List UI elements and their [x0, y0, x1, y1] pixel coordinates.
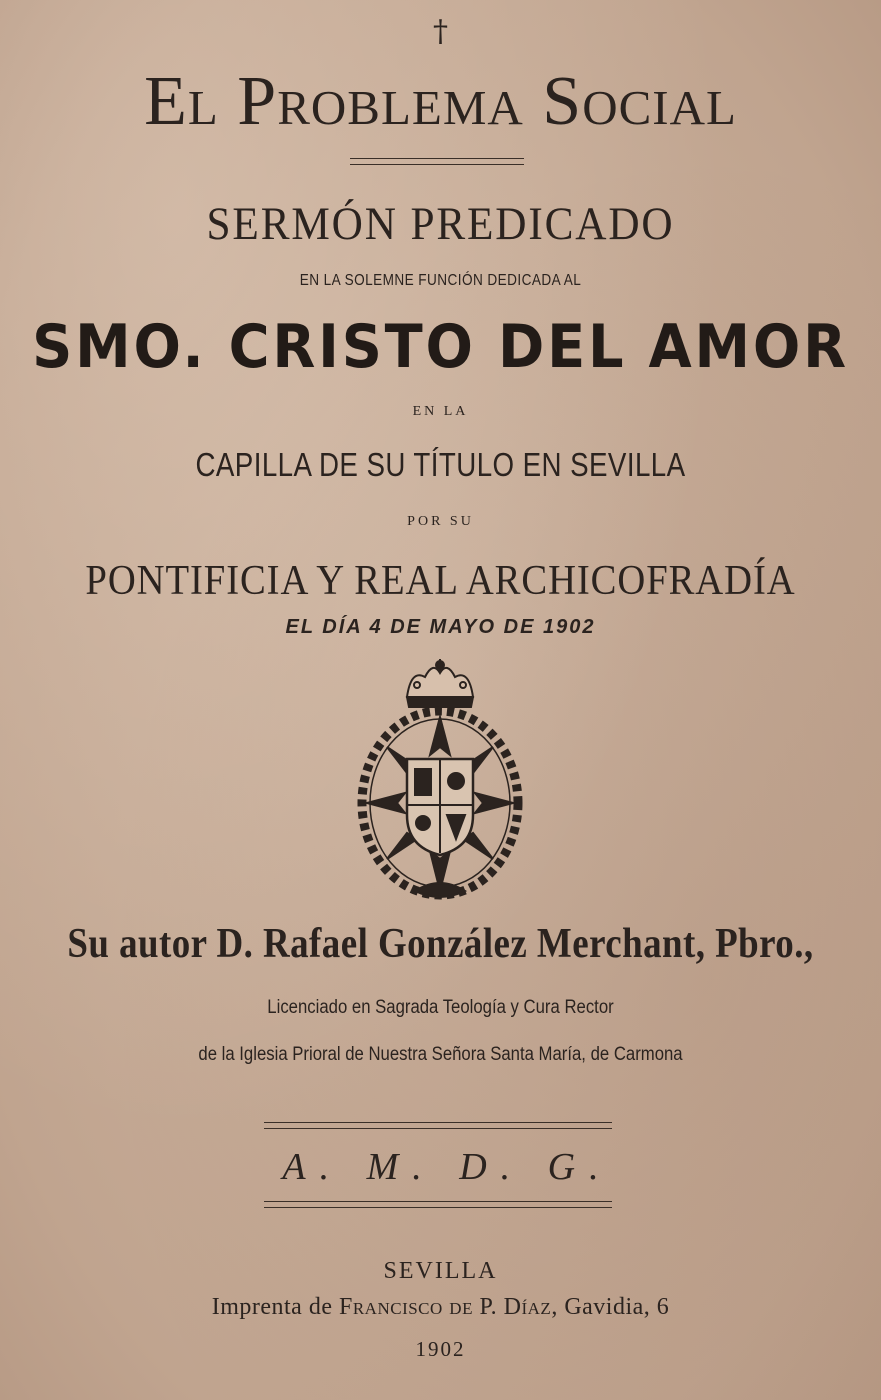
motto-divider-top — [264, 1122, 612, 1129]
subtitle-sermon: SERMÓN PREDICADO — [206, 198, 675, 250]
motto-amdg: A. M. D. G. — [282, 1146, 613, 1188]
imprint-printer — [0, 1294, 881, 1321]
connector-en-la: EN LA — [412, 404, 469, 419]
author-credential-1: Licenciado en Sagrada Teología y Cura Rector — [267, 997, 614, 1018]
imprint-city: SEVILLA — [383, 1258, 498, 1284]
imprint-year: 1902 — [415, 1337, 466, 1361]
printer-name: Francisco de P. Díaz — [338, 1294, 552, 1320]
brotherhood-line: PONTIFICIA Y REAL ARCHICOFRADÍA — [85, 558, 796, 604]
imprint-prefix: Imprenta de — [211, 1294, 339, 1320]
author-credential-2: de la Iglesia Prioral de Nuestra Señora Santa María, de Carmona — [198, 1044, 683, 1065]
subtitle-occasion: EN LA SOLEMNE FUNCIÓN DEDICADA AL — [299, 272, 582, 289]
imprint-address: , Gavidia, 6 — [551, 1294, 670, 1320]
author-line: Su autor D. Rafael González Merchant, Pbro., — [67, 921, 814, 967]
coat-of-arms-icon — [345, 655, 535, 905]
title-divider — [350, 158, 524, 165]
cross-symbol: † — [433, 14, 448, 49]
book-title: El Problema Social — [144, 63, 737, 140]
connector-por-su: POR SU — [407, 514, 474, 529]
date-line: EL DÍA 4 DE MAYO DE 1902 — [285, 616, 596, 638]
chapel-line: CAPILLA DE SU TÍTULO EN SEVILLA — [195, 446, 686, 483]
motto-divider-bottom — [264, 1201, 612, 1208]
dedication-heading: SMO. CRISTO DEL AMOR — [32, 312, 849, 382]
